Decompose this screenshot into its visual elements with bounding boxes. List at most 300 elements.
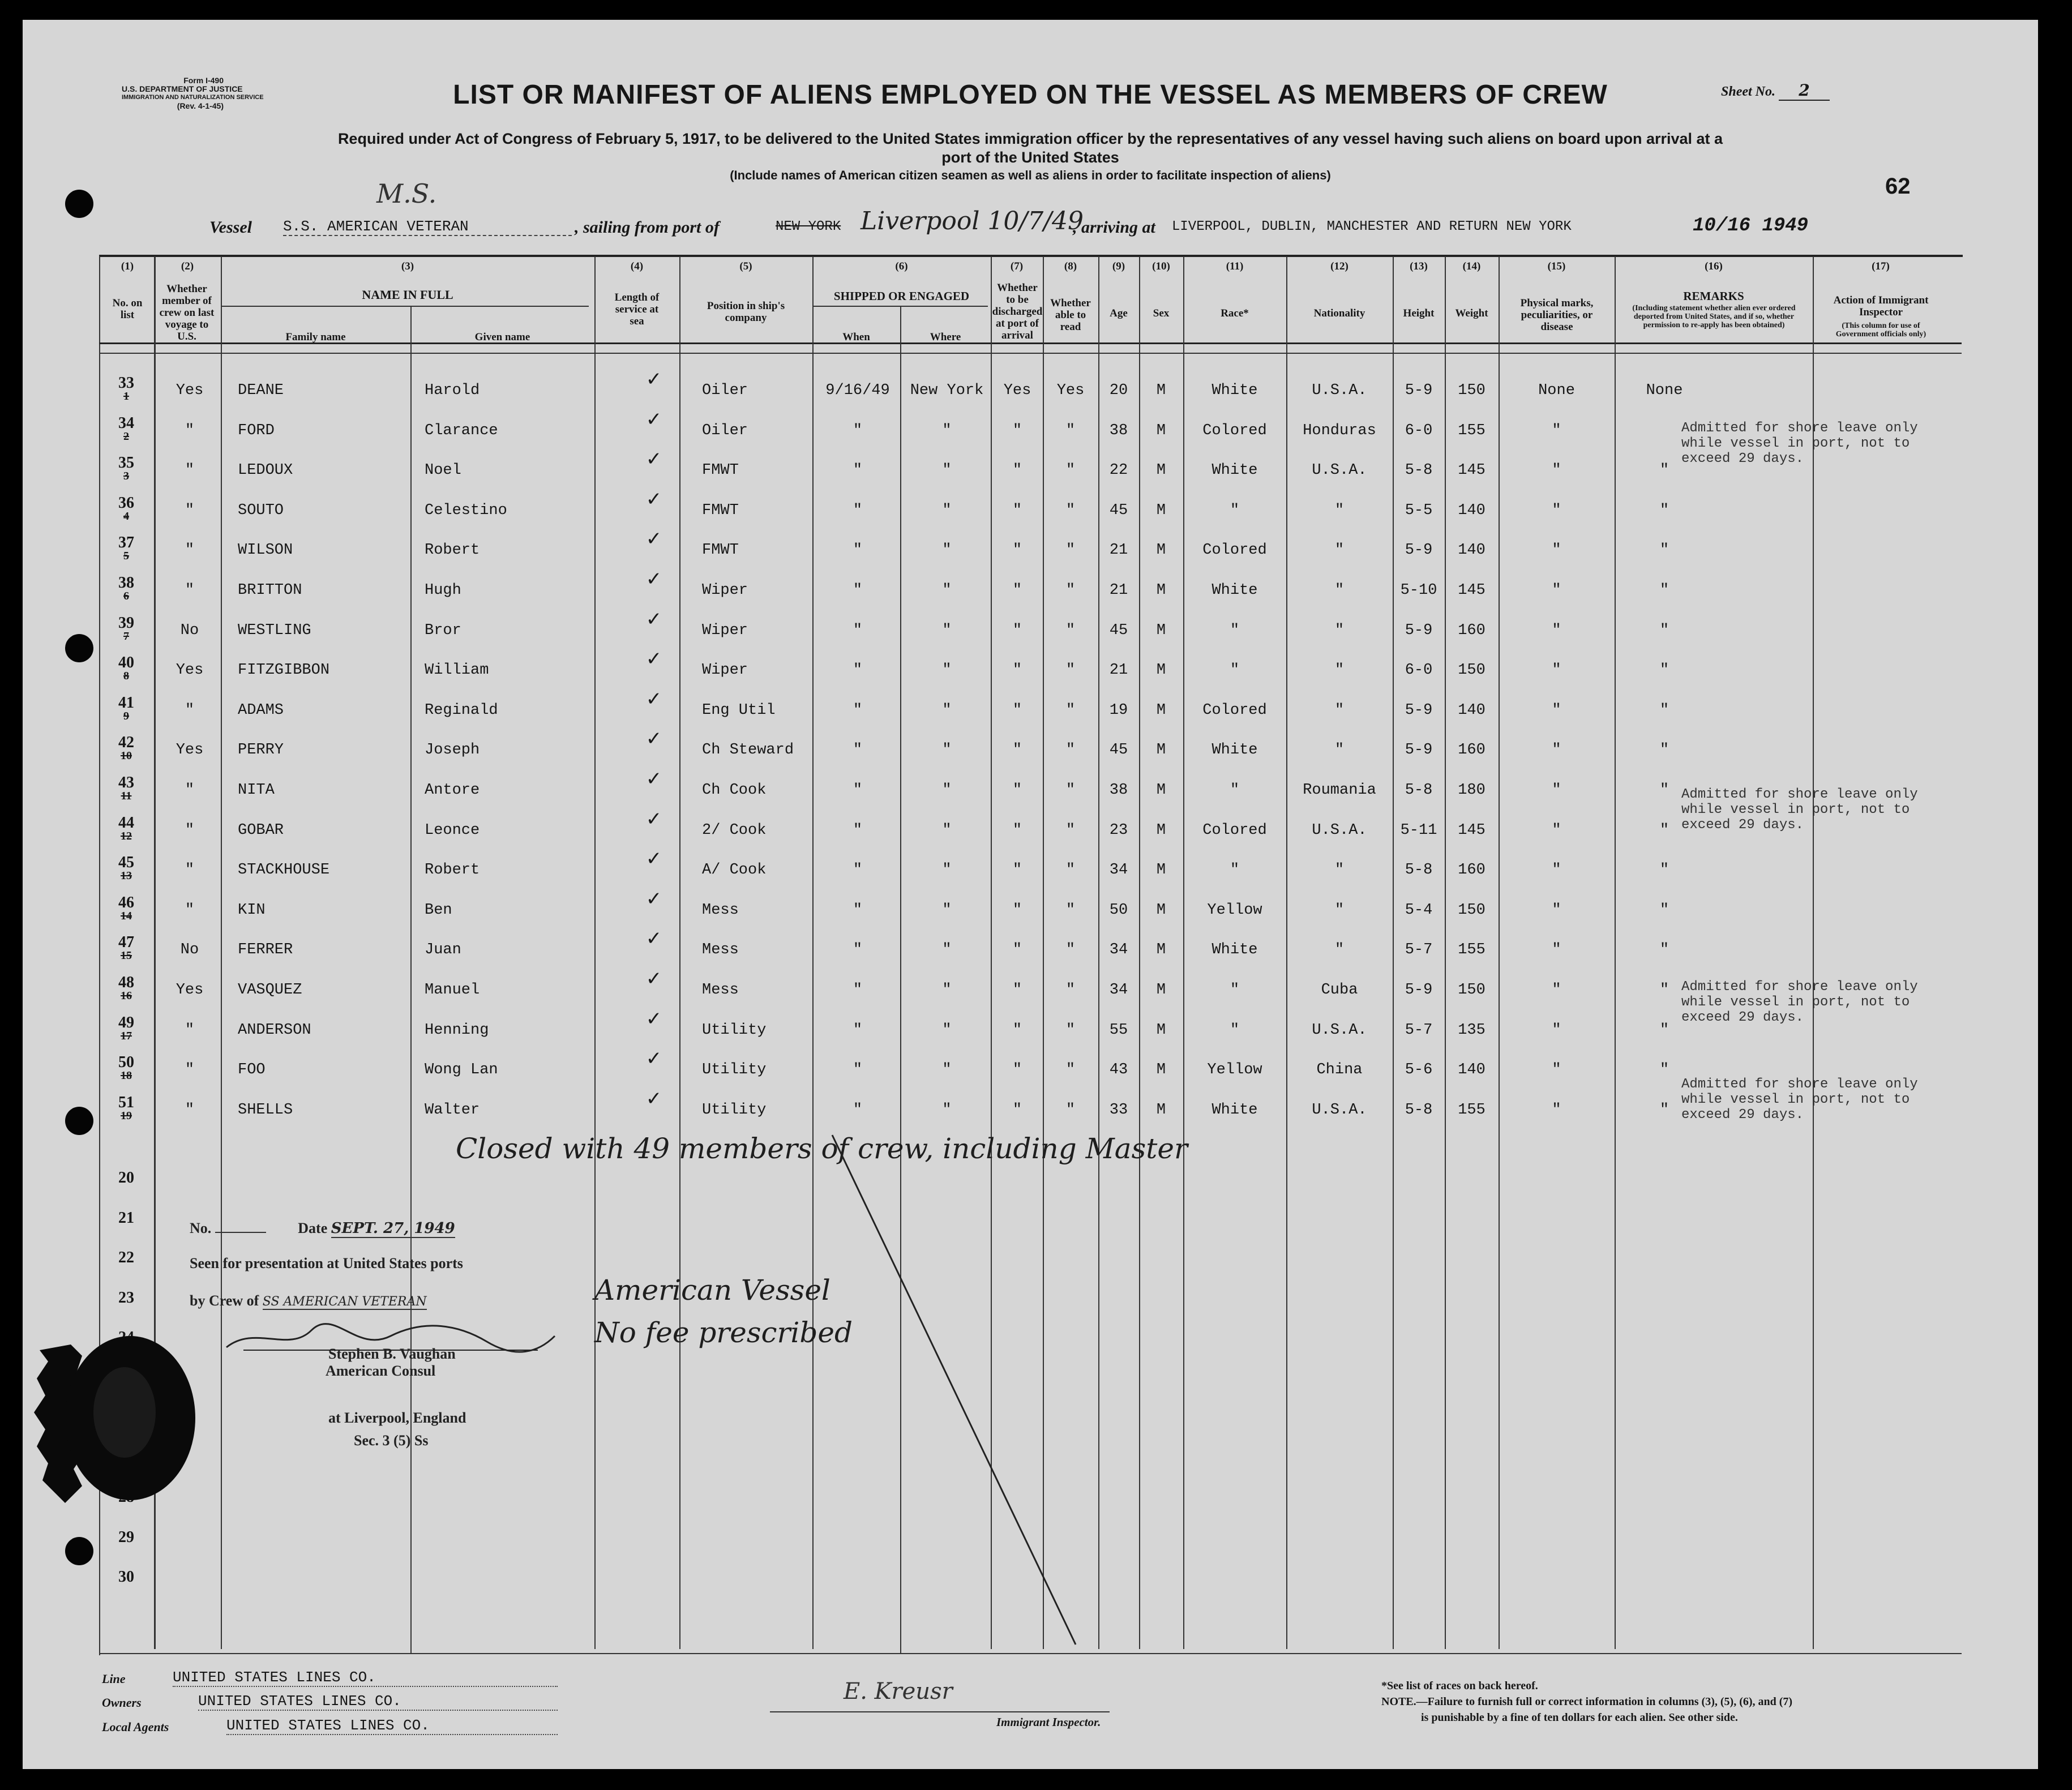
stamp-sec: Sec. 3 (5) Ss [354, 1432, 429, 1449]
row-number: 46 [118, 893, 134, 911]
cell-age: 20 [1109, 382, 1128, 399]
col10-num: (10) [1152, 260, 1170, 272]
row-number: 41 [118, 693, 134, 712]
cell-read: " [1065, 742, 1076, 759]
cell-marks: " [1552, 542, 1561, 559]
col5-header: Position in ship's company [707, 300, 785, 324]
cell-service: ✓ [645, 927, 662, 950]
cell-discharged: " [1012, 901, 1022, 919]
column-line [679, 256, 680, 1649]
col1-header: No. on list [112, 297, 143, 321]
cell-read: " [1065, 622, 1076, 639]
cell-prev: " [185, 462, 195, 479]
admitted-note-line: exceed 29 days. [1681, 1107, 1804, 1123]
col16-num: (16) [1705, 260, 1723, 272]
cell-nationality: U.S.A. [1312, 1101, 1367, 1119]
cell-service: ✓ [645, 847, 662, 871]
empty-row-number: 23 [118, 1288, 134, 1307]
stamp-crew-vessel: SS AMERICAN VETERAN [262, 1295, 427, 1309]
cell-when: " [853, 622, 863, 639]
header-rule [99, 353, 1962, 354]
cell-read: " [1065, 821, 1076, 839]
cell-marks: None [1538, 382, 1575, 399]
row-old-number: 15 [121, 949, 132, 962]
cell-position: A/ Cook [702, 862, 767, 879]
consular-seal [31, 1333, 297, 1520]
cell-given: Robert [425, 542, 480, 559]
cell-position: Utility [702, 1021, 767, 1039]
cell-given: Celestino [425, 502, 507, 519]
hand-note-no-fee: No fee prescribed [594, 1316, 853, 1349]
cell-when: " [853, 542, 863, 559]
cell-weight: 150 [1458, 982, 1485, 999]
cell-prev: " [185, 862, 195, 879]
cell-given: Juan [425, 941, 461, 959]
cell-family: ADAMS [238, 701, 284, 719]
cell-height: 5-5 [1405, 502, 1433, 519]
cell-discharged: " [1012, 502, 1022, 519]
footer-owners-label: Owners [102, 1695, 142, 1710]
vessel-hand: M.S. [376, 178, 437, 209]
admitted-note-line: while vessel in port, not to [1681, 802, 1910, 817]
col3-header: NAME IN FULL [362, 288, 453, 302]
binder-hole [65, 1537, 93, 1565]
binder-hole [65, 1107, 93, 1135]
cell-sex: M [1156, 1101, 1166, 1119]
stamp-at: at Liverpool, England [328, 1410, 466, 1426]
cell-marks: " [1552, 742, 1561, 759]
cell-position: 2/ Cook [702, 821, 767, 839]
cell-position: Wiper [702, 662, 748, 679]
cell-where: " [942, 582, 952, 599]
cell-sex: M [1156, 662, 1166, 679]
row-number: 45 [118, 854, 134, 872]
cell-height: 6-0 [1405, 662, 1433, 679]
cell-weight: 135 [1458, 1021, 1485, 1039]
column-line [410, 306, 412, 1653]
cell-race: Colored [1202, 542, 1267, 559]
cell-position: Wiper [702, 622, 748, 639]
page-number: 62 [1885, 174, 1911, 199]
cell-read: " [1065, 901, 1076, 919]
cell-discharged: " [1012, 982, 1022, 999]
cell-weight: 150 [1458, 901, 1485, 919]
cell-weight: 155 [1458, 1101, 1485, 1119]
col14-header: Weight [1455, 307, 1488, 319]
cell-service: ✓ [645, 368, 662, 391]
cell-marks: " [1552, 462, 1561, 479]
cell-prev: " [185, 821, 195, 839]
cell-weight: 160 [1458, 622, 1485, 639]
row-number: 48 [118, 974, 134, 991]
column-line [812, 256, 814, 1649]
admitted-note-line: Admitted for shore leave only [1681, 421, 1918, 436]
cell-height: 5-7 [1405, 1021, 1433, 1039]
cell-height: 5-9 [1405, 701, 1433, 719]
admitted-note-line: exceed 29 days. [1681, 1010, 1804, 1025]
stamp-signer: Stephen B. Vaughan [328, 1346, 456, 1362]
col9-header: Age [1110, 307, 1128, 319]
cell-position: Oiler [702, 422, 748, 439]
cell-height: 5-11 [1400, 821, 1437, 839]
cell-position: Ch Steward [702, 742, 794, 759]
cell-where: " [942, 982, 952, 999]
closing-note: Closed with 49 members of crew, including Master [456, 1132, 1188, 1165]
cell-marks: " [1552, 502, 1561, 519]
cell-where: " [942, 622, 952, 639]
subtitle-line-3: (Include names of American citizen seamen as well as aliens in order to facilitate inspection of aliens) [730, 168, 1331, 182]
cell-remarks: " [1659, 502, 1669, 519]
cell-race: White [1211, 582, 1258, 599]
cell-weight: 160 [1458, 742, 1485, 759]
row-old-number: 2 [123, 430, 129, 443]
row-old-number: 8 [123, 670, 129, 683]
cell-when: " [853, 701, 863, 719]
cell-race: White [1211, 742, 1258, 759]
cell-read: " [1065, 502, 1076, 519]
cell-age: 21 [1109, 582, 1128, 599]
cell-weight: 140 [1458, 1061, 1485, 1079]
cell-remarks: " [1659, 1021, 1669, 1039]
cell-when: " [853, 582, 863, 599]
row-old-number: 16 [121, 990, 132, 1002]
arriving-label: , arriving at [1073, 218, 1155, 237]
footer-agents-label: Local Agents [102, 1720, 169, 1734]
cell-prev: " [185, 422, 195, 439]
cell-position: Utility [702, 1061, 767, 1079]
cell-weight: 140 [1458, 502, 1485, 519]
cell-sex: M [1156, 1061, 1166, 1079]
penalty-note-1: NOTE.—Failure to furnish full or correct information in columns (3), (5), (6), and (7) [1381, 1695, 1793, 1708]
cell-weight: 145 [1458, 821, 1485, 839]
cell-weight: 140 [1458, 701, 1485, 719]
cell-family: KIN [238, 901, 266, 919]
cell-weight: 150 [1458, 382, 1485, 399]
column-line [594, 256, 596, 1649]
row-number: 38 [118, 574, 134, 592]
cell-remarks: None [1646, 382, 1683, 399]
form-number: Form I-490 [183, 76, 224, 85]
row-number: 47 [118, 933, 134, 952]
cell-height: 5-8 [1405, 462, 1433, 479]
cell-read: " [1065, 982, 1076, 999]
cell-sex: M [1156, 782, 1166, 799]
cell-read: Yes [1056, 382, 1085, 399]
cell-position: Oiler [702, 382, 748, 399]
cell-age: 23 [1109, 821, 1128, 839]
cell-prev: No [180, 941, 199, 959]
cell-given: William [425, 662, 489, 679]
cell-read: " [1065, 662, 1076, 679]
cell-where: " [942, 701, 952, 719]
cell-discharged: " [1012, 582, 1022, 599]
inspector-line [770, 1711, 1110, 1712]
empty-row-number: 20 [118, 1169, 134, 1187]
admitted-note-line: exceed 29 days. [1681, 451, 1804, 466]
cell-family: LEDOUX [238, 462, 293, 479]
cell-when: " [853, 782, 863, 799]
cell-sex: M [1156, 582, 1166, 599]
cell-discharged: " [1012, 821, 1022, 839]
empty-row-number: 30 [118, 1568, 134, 1586]
cell-weight: 145 [1458, 462, 1485, 479]
cell-nationality: China [1316, 1061, 1363, 1079]
col6b-header: Where [930, 331, 961, 343]
cell-family: ANDERSON [238, 1021, 311, 1039]
cell-position: FMWT [702, 462, 739, 479]
cell-position: FMWT [702, 542, 739, 559]
stamp-title: American Consul [326, 1363, 436, 1379]
inspector-signature: E. Kreusr [844, 1678, 953, 1705]
stamp-no-date-line [190, 1220, 529, 1237]
cell-sex: M [1156, 1021, 1166, 1039]
cell-race: " [1230, 782, 1240, 799]
admitted-note-line: Admitted for shore leave only [1681, 787, 1918, 802]
cell-discharged: " [1012, 1101, 1022, 1119]
cell-marks: " [1552, 1101, 1561, 1119]
cell-where: " [942, 821, 952, 839]
cell-prev: " [185, 782, 195, 799]
cell-discharged: " [1012, 862, 1022, 879]
cell-age: 34 [1109, 862, 1128, 879]
cell-height: 5-8 [1405, 782, 1433, 799]
cell-sex: M [1156, 941, 1166, 959]
cell-remarks: " [1659, 1101, 1669, 1119]
cell-age: 45 [1109, 622, 1128, 639]
cell-given: Hugh [425, 582, 461, 599]
cell-nationality: " [1334, 582, 1345, 599]
cell-remarks: " [1659, 662, 1669, 679]
cell-race: Colored [1202, 821, 1267, 839]
col6a-header: When [842, 331, 870, 343]
stamp-crew-label: by Crew of [190, 1292, 259, 1309]
row-old-number: 9 [123, 709, 129, 722]
admitted-note [1681, 421, 1918, 466]
cell-discharged: " [1012, 462, 1022, 479]
row-old-number: 11 [121, 790, 132, 802]
row-old-number: 3 [123, 470, 129, 483]
cell-remarks: " [1659, 982, 1669, 999]
cell-discharged: Yes [1003, 382, 1031, 399]
cell-sex: M [1156, 982, 1166, 999]
cell-when: " [853, 862, 863, 879]
cell-sex: M [1156, 622, 1166, 639]
cell-read: " [1065, 1101, 1076, 1119]
cell-read: " [1065, 1061, 1076, 1079]
cell-family: FOO [238, 1061, 266, 1079]
cell-race: White [1211, 462, 1258, 479]
cell-marks: " [1552, 862, 1561, 879]
from-port: NEW YORK [776, 219, 841, 234]
cell-sex: M [1156, 862, 1166, 879]
row-old-number: 13 [121, 870, 132, 883]
footer-agents-value: UNITED STATES LINES CO. [226, 1717, 558, 1735]
name-subheader-rule [221, 306, 589, 307]
cell-remarks: " [1659, 1061, 1669, 1079]
col16-header: REMARKS [1683, 289, 1744, 303]
cell-prev: Yes [175, 982, 204, 999]
cell-family: FORD [238, 422, 275, 439]
admitted-note-line: while vessel in port, not to [1681, 995, 1910, 1010]
cell-when: " [853, 502, 863, 519]
cell-sex: M [1156, 462, 1166, 479]
row-old-number: 19 [121, 1109, 132, 1122]
col3-num: (3) [401, 260, 414, 272]
cell-race: " [1230, 1021, 1240, 1039]
cell-service: ✓ [645, 768, 662, 790]
cell-family: BRITTON [238, 582, 302, 599]
cell-age: 38 [1109, 422, 1128, 439]
cell-given: Walter [425, 1101, 480, 1119]
cell-nationality: " [1334, 622, 1345, 639]
cell-marks: " [1552, 941, 1561, 959]
cell-nationality: Cuba [1321, 982, 1358, 999]
cell-marks: " [1552, 1061, 1561, 1079]
cell-discharged: " [1012, 542, 1022, 559]
row-old-number: 12 [121, 829, 132, 842]
cell-weight: 145 [1458, 582, 1485, 599]
row-number: 43 [118, 774, 134, 791]
cell-service: ✓ [645, 1047, 662, 1070]
cell-height: 5-8 [1405, 862, 1433, 879]
race-note: *See list of races on back hereof. [1381, 1680, 1538, 1692]
admitted-note [1681, 787, 1918, 833]
footer-owners-value: UNITED STATES LINES CO. [198, 1693, 558, 1711]
subtitle-line-1: Required under Act of Congress of February 5, 1917, to be delivered to the United States immigration officer by the representatives of any vessel having such aliens on board upon arrival at a [337, 130, 1723, 147]
col12-header: Nationality [1313, 307, 1365, 319]
cell-when: " [853, 821, 863, 839]
col8-header: Whether able to read [1050, 297, 1091, 333]
cell-where: New York [910, 382, 984, 399]
cell-service: ✓ [645, 727, 662, 751]
cell-given: Clarance [425, 422, 498, 439]
row-old-number: 1 [123, 390, 129, 402]
stamp-no-blank [215, 1232, 266, 1233]
cell-nationality: U.S.A. [1312, 821, 1367, 839]
cell-weight: 155 [1458, 941, 1485, 959]
arrival-date: 10/16 1949 [1693, 215, 1809, 237]
table-bottom-rule [99, 1653, 1962, 1654]
cell-sex: M [1156, 502, 1166, 519]
cell-nationality: " [1334, 941, 1345, 959]
penalty-note-2: is punishable by a fine of ten dollars for each alien. See other side. [1421, 1711, 1738, 1724]
stamp-seen-line: Seen for presentation at United States ports [190, 1255, 463, 1271]
cell-remarks: " [1659, 862, 1669, 879]
cell-age: 43 [1109, 1061, 1128, 1079]
cell-age: 34 [1109, 982, 1128, 999]
cell-when: 9/16/49 [825, 382, 890, 399]
cell-height: 5-9 [1405, 542, 1433, 559]
cell-read: " [1065, 701, 1076, 719]
cell-marks: " [1552, 422, 1561, 439]
cell-where: " [942, 502, 952, 519]
cell-discharged: " [1012, 941, 1022, 959]
cell-position: Mess [702, 941, 739, 959]
cell-given: Manuel [425, 982, 480, 999]
cell-family: WESTLING [238, 622, 311, 639]
cell-height: 5-7 [1405, 941, 1433, 959]
cell-age: 34 [1109, 941, 1128, 959]
cell-family: FERRER [238, 941, 293, 959]
cell-remarks: " [1659, 742, 1669, 759]
admitted-note [1681, 979, 1918, 1025]
cell-age: 55 [1109, 1021, 1128, 1039]
admitted-note-line: while vessel in port, not to [1681, 1092, 1910, 1107]
row-old-number: 10 [121, 750, 132, 763]
cell-nationality: U.S.A. [1312, 382, 1367, 399]
cell-when: " [853, 941, 863, 959]
cell-family: VASQUEZ [238, 982, 302, 999]
cell-weight: 160 [1458, 862, 1485, 879]
col15-num: (15) [1547, 260, 1566, 272]
cell-when: " [853, 1061, 863, 1079]
col6-header: SHIPPED OR ENGAGED [833, 289, 970, 303]
cell-position: Eng Util [702, 701, 776, 719]
col17-header: Action of Immigrant Inspector [1833, 294, 1929, 318]
row-number: 44 [118, 813, 134, 832]
cell-given: Reginald [425, 701, 498, 719]
cell-prev: No [180, 622, 199, 639]
form-service: IMMIGRATION AND NATURALIZATION SERVICE [122, 94, 264, 101]
row-old-number: 4 [123, 509, 129, 523]
cell-height: 5-9 [1405, 382, 1433, 399]
cell-family: DEANE [238, 382, 284, 399]
stamp-date-label: Date [298, 1220, 328, 1236]
cell-marks: " [1552, 821, 1561, 839]
cell-height: 5-10 [1400, 582, 1437, 599]
cell-nationality: " [1334, 901, 1345, 919]
cell-discharged: " [1012, 1021, 1022, 1039]
cell-family: SOUTO [238, 502, 284, 519]
cell-where: " [942, 1101, 952, 1119]
cell-weight: 180 [1458, 782, 1485, 799]
manifest-sheet [23, 20, 2038, 1769]
cell-prev: " [185, 1021, 195, 1039]
cell-when: " [853, 742, 863, 759]
cell-prev: " [185, 901, 195, 919]
cell-nationality: " [1334, 862, 1345, 879]
col13-num: (13) [1410, 260, 1428, 272]
cell-sex: M [1156, 821, 1166, 839]
cell-prev: " [185, 502, 195, 519]
admitted-note-line: while vessel in port, not to [1681, 436, 1910, 451]
row-number: 50 [118, 1054, 134, 1072]
cell-when: " [853, 1021, 863, 1039]
cell-where: " [942, 901, 952, 919]
cell-discharged: " [1012, 701, 1022, 719]
row-old-number: 17 [121, 1029, 132, 1042]
cell-age: 21 [1109, 542, 1128, 559]
cell-marks: " [1552, 901, 1561, 919]
cell-nationality: " [1334, 662, 1345, 679]
cell-weight: 155 [1458, 422, 1485, 439]
col11-num: (11) [1226, 260, 1244, 272]
cell-prev: Yes [175, 742, 204, 759]
col11-header: Race* [1221, 307, 1249, 319]
cell-service: ✓ [645, 1007, 662, 1030]
cell-prev: Yes [175, 382, 204, 399]
arriving-ports: LIVERPOOL, DUBLIN, MANCHESTER AND RETURN NEW YORK [1172, 219, 1572, 234]
stamp-no-label: No. [190, 1220, 212, 1236]
cell-age: 38 [1109, 782, 1128, 799]
cell-race: Yellow [1207, 901, 1262, 919]
cell-weight: 150 [1458, 662, 1485, 679]
cell-family: STACKHOUSE [238, 862, 330, 879]
cell-service: ✓ [645, 568, 662, 590]
cell-height: 5-9 [1405, 742, 1433, 759]
row-number: 51 [118, 1093, 134, 1111]
cell-race: White [1211, 1101, 1258, 1119]
